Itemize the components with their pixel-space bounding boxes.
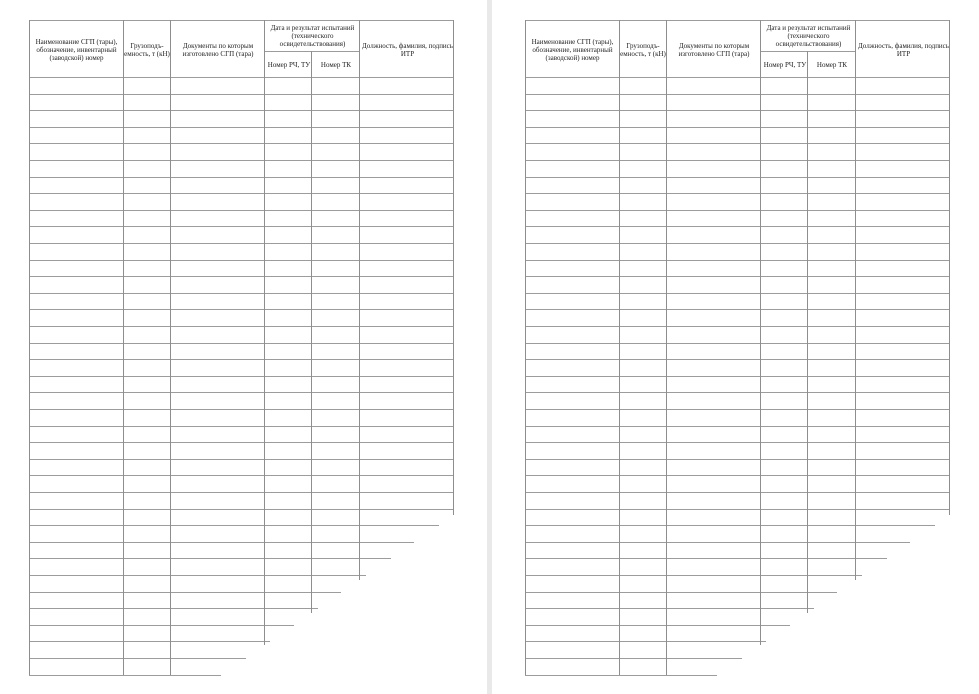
table-row-rule	[525, 542, 910, 543]
header-cell-documents: Документы по которым изготовлено СГП (тара)	[678, 41, 750, 58]
header-cell-itr: Должность, фамилия, подпись ИТР	[362, 41, 453, 58]
table-row-rule	[525, 392, 949, 393]
table-row-rule	[525, 276, 949, 277]
header-bottom-rule	[525, 77, 949, 78]
column-rule	[949, 20, 950, 515]
table-row-rule	[525, 177, 949, 178]
table-row-rule	[525, 658, 742, 659]
header-cell-name: Наименование СГП (тары), обозначение, инвентарный (заводской) номер	[531, 37, 614, 63]
journal-table	[0, 0, 487, 694]
table-row-rule	[29, 226, 453, 227]
column-rule	[29, 20, 30, 675]
table-row-rule	[29, 210, 453, 211]
table-row-rule	[525, 608, 814, 609]
column-rule	[666, 20, 667, 675]
table-row-rule	[29, 542, 414, 543]
table-row-rule	[525, 260, 949, 261]
table-row-rule	[29, 376, 453, 377]
header-cell-test: Дата и результат испытаний (технического освидетельствования)	[766, 23, 851, 49]
table-top-rule	[525, 20, 949, 21]
column-rule	[807, 51, 808, 613]
table-row-rule	[29, 359, 453, 360]
table-row-rule	[525, 293, 949, 294]
header-cell-capacity: Грузоподъ- емность, т (кН)	[620, 41, 666, 58]
table-row-rule	[29, 260, 453, 261]
table-row-rule	[525, 675, 717, 676]
table-row-rule	[29, 326, 453, 327]
table-row-rule	[525, 492, 949, 493]
header-bottom-rule	[29, 77, 453, 78]
table-row-rule	[525, 210, 949, 211]
table-row-rule	[525, 625, 790, 626]
column-rule	[619, 20, 620, 675]
table-row-rule	[29, 160, 453, 161]
table-row-rule	[29, 110, 453, 111]
table-row-rule	[525, 442, 949, 443]
table-row-rule	[29, 459, 453, 460]
table-row-rule	[29, 592, 341, 593]
table-row-rule	[29, 143, 453, 144]
table-row-rule	[525, 110, 949, 111]
table-row-rule	[29, 525, 439, 526]
table-row-rule	[29, 442, 453, 443]
table-row-rule	[29, 392, 453, 393]
table-row-rule	[29, 343, 453, 344]
column-rule	[453, 20, 454, 515]
header-cell-capacity: Грузоподъ- емность, т (кН)	[124, 41, 170, 58]
table-row-rule	[29, 575, 366, 576]
table-row-rule	[525, 525, 935, 526]
header-cell-tk: Номер ТК	[320, 60, 352, 69]
table-row-rule	[525, 558, 887, 559]
header-cell-test: Дата и результат испытаний (технического освидетельствования)	[270, 23, 355, 49]
column-rule	[264, 20, 265, 645]
table-row-rule	[29, 558, 391, 559]
header-cell-documents: Документы по которым изготовлено СГП (тара)	[182, 41, 254, 58]
table-row-rule	[525, 243, 949, 244]
table-row-rule	[525, 326, 949, 327]
table-row-rule	[525, 193, 949, 194]
table-row-rule	[525, 359, 949, 360]
table-row-rule	[29, 243, 453, 244]
table-row-rule	[525, 592, 837, 593]
table-row-rule	[525, 376, 949, 377]
table-row-rule	[29, 276, 453, 277]
table-row-rule	[29, 94, 453, 95]
column-rule	[760, 20, 761, 645]
header-cell-rch: Номер РЧ, ТУ	[763, 60, 807, 69]
column-rule	[855, 20, 856, 580]
journal-table	[492, 0, 979, 694]
table-row-rule	[525, 226, 949, 227]
table-row-rule	[525, 127, 949, 128]
table-row-rule	[525, 94, 949, 95]
table-row-rule	[29, 658, 246, 659]
table-row-rule	[29, 492, 453, 493]
table-row-rule	[29, 193, 453, 194]
table-row-rule	[29, 309, 453, 310]
table-row-rule	[29, 625, 294, 626]
column-rule	[311, 51, 312, 613]
table-row-rule	[29, 675, 221, 676]
table-row-rule	[525, 409, 949, 410]
table-row-rule	[525, 309, 949, 310]
column-rule	[170, 20, 171, 675]
table-row-rule	[29, 475, 453, 476]
journal-page-right	[492, 0, 979, 694]
column-rule	[525, 20, 526, 675]
table-row-rule	[525, 575, 862, 576]
header-cell-itr: Должность, фамилия, подпись ИТР	[858, 41, 949, 58]
column-rule	[359, 20, 360, 580]
table-row-rule	[525, 343, 949, 344]
table-row-rule	[29, 608, 318, 609]
table-row-rule	[29, 293, 453, 294]
column-rule	[123, 20, 124, 675]
table-row-rule	[525, 160, 949, 161]
header-cell-rch: Номер РЧ, ТУ	[267, 60, 311, 69]
table-row-rule	[525, 641, 766, 642]
table-row-rule	[525, 475, 949, 476]
table-row-rule	[525, 509, 949, 510]
table-row-rule	[29, 509, 453, 510]
table-row-rule	[29, 127, 453, 128]
header-cell-tk: Номер ТК	[816, 60, 848, 69]
table-top-rule	[29, 20, 453, 21]
table-row-rule	[29, 641, 270, 642]
table-row-rule	[525, 426, 949, 427]
table-row-rule	[525, 143, 949, 144]
header-cell-name: Наименование СГП (тары), обозначение, инвентарный (заводской) номер	[35, 37, 118, 63]
table-row-rule	[29, 177, 453, 178]
journal-page-left	[0, 0, 487, 694]
table-row-rule	[29, 426, 453, 427]
table-row-rule	[29, 409, 453, 410]
table-row-rule	[525, 459, 949, 460]
